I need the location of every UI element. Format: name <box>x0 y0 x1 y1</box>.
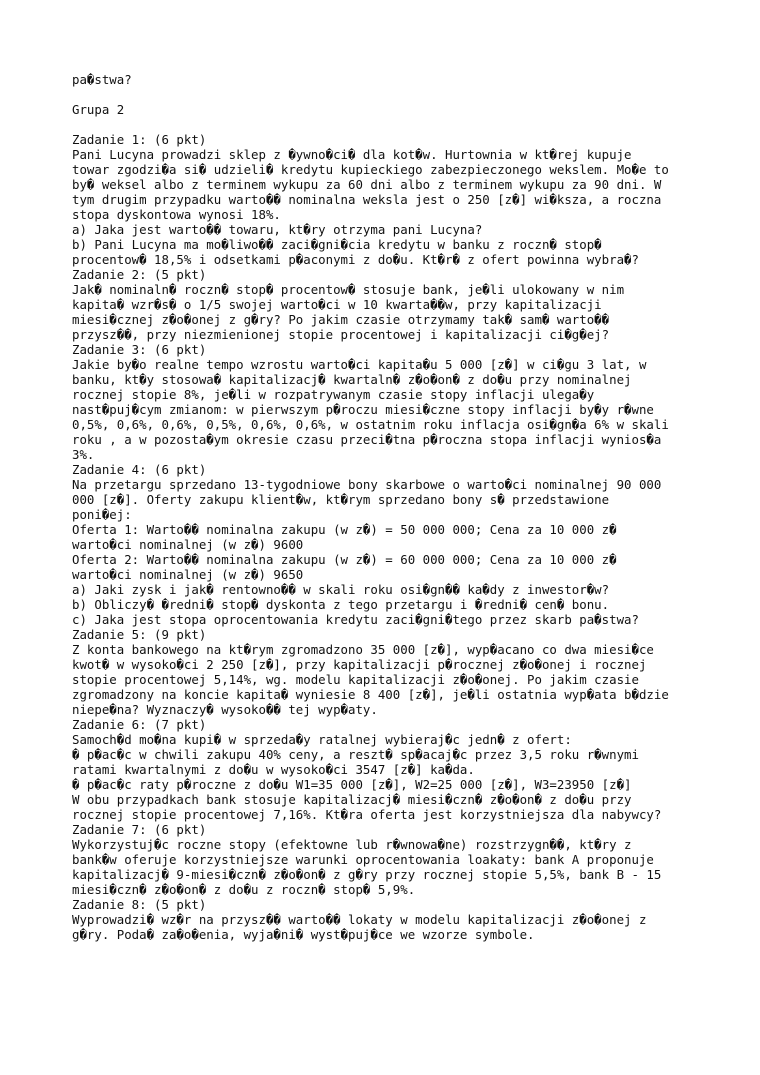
text-line: towar zgodzi�a si� udzieli� kredytu kupieckiego zabezpieczonego wekslem. Mo�e to <box>72 162 669 177</box>
text-line: warto�ci nominalnej (w z�) 9650 <box>72 567 304 582</box>
text-line: a) Jaka jest warto�� towaru, kt�ry otrzyma pani Lucyna? <box>72 222 483 237</box>
text-line: pa�stwa? <box>72 72 132 87</box>
text-line: Zadanie 1: (6 pkt) <box>72 132 207 147</box>
text-line: Samoch�d mo�na kupi� w sprzeda�y ratalnej wybieraj�c jedn� z ofert: <box>72 732 572 747</box>
text-line: b) Obliczy� �redni� stop� dyskonta z tego przetargu i �redni� cen� bonu. <box>72 597 610 612</box>
text-line: rocznej stopie 8%, je�li w rozpatrywanym czasie stopy inflacji ulega�y <box>72 387 595 402</box>
text-line: 000 [z�]. Oferty zakupu klient�w, kt�rym sprzedano bony s� przedstawione <box>72 492 610 507</box>
text-line: Grupa 2 <box>72 102 125 117</box>
text-line: c) Jaka jest stopa oprocentowania kredytu zaci�gni�tego przez skarb pa�stwa? <box>72 612 639 627</box>
text-line: warto�ci nominalnej (w z�) 9600 <box>72 537 304 552</box>
text-line: Zadanie 3: (6 pkt) <box>72 342 207 357</box>
text-line: Z konta bankowego na kt�rym zgromadzono 35 000 [z�], wyp�acano co dwa miesi�ce <box>72 642 654 657</box>
text-line: Jak� nominaln� roczn� stop� procentow� stosuje bank, je�li ulokowany w nim <box>72 282 625 297</box>
text-line: stopie procentowej 5,14%, wg. modelu kapitalizacji z�o�onej. Po jakim czasie <box>72 672 639 687</box>
text-line: nast�puj�cym zmianom: w pierwszym p�roczu miesi�czne stopy inflacji by�y r�wne <box>72 402 654 417</box>
text-line: procentow� 18,5% i odsetkami p�aconymi z do�u. Kt�r� z ofert powinna wybra�? <box>72 252 639 267</box>
text-line: g�ry. Poda� za�o�enia, wyja�ni� wyst�puj�ce we wzorze symbole. <box>72 927 535 942</box>
text-line: bank�w oferuje korzystniejsze warunki oprocentowania loakaty: bank A proponuje <box>72 852 654 867</box>
text-line: Zadanie 6: (7 pkt) <box>72 717 207 732</box>
text-line: poni�ej: <box>72 507 132 522</box>
text-line: 0,5%, 0,6%, 0,6%, 0,5%, 0,6%, 0,6%, w ostatnim roku inflacja osi�gn�a 6% w skali <box>72 417 669 432</box>
text-line: Oferta 1: Warto�� nominalna zakupu (w z�) = 50 000 000; Cena za 10 000 z� <box>72 522 617 537</box>
text-line: rocznej stopie procentowej 7,16%. Kt�ra oferta jest korzystniejsza dla nabywcy? <box>72 807 662 822</box>
text-line: � p�ac�c raty p�roczne z do�u W1=35 000 [z�], W2=25 000 [z�], W3=23950 [z�] <box>72 777 632 792</box>
text-line: miesi�czn� z�o�on� z do�u z roczn� stop� 5,9%. <box>72 882 416 897</box>
text-line: roku , a w pozosta�ym okresie czasu przeci�tna p�roczna stopa inflacji wynios�a <box>72 432 662 447</box>
text-line: banku, kt�y stosowa� kapitalizacj� kwartaln� z�o�on� z do�u przy nominalnej <box>72 372 632 387</box>
text-line: Pani Lucyna prowadzi sklep z �ywno�ci� dla kot�w. Hurtownia w kt�rej kupuje <box>72 147 632 162</box>
text-line: Zadanie 5: (9 pkt) <box>72 627 207 642</box>
text-line: stopa dyskontowa wynosi 18%. <box>72 207 281 222</box>
text-line: kapita� wzr�s� o 1/5 swojej warto�ci w 10 kwarta��w, przy kapitalizacji <box>72 297 602 312</box>
text-line: by� weksel albo z terminem wykupu za 60 dni albo z terminem wykupu za 90 dni. W <box>72 177 662 192</box>
blank-line <box>72 87 752 102</box>
text-line: Oferta 2: Warto�� nominalna zakupu (w z�) = 60 000 000; Cena za 10 000 z� <box>72 552 617 567</box>
text-line: ratami kwartalnymi z do�u w wysoko�ci 3547 [z�] ka�da. <box>72 762 475 777</box>
text-line: kapitalizacj� 9-miesi�czn� z�o�on� z g�ry przy rocznej stopie 5,5%, bank B - 15 <box>72 867 662 882</box>
text-line: tym drugim przypadku warto�� nominalna weksla jest o 250 [z�] wi�ksza, a roczna <box>72 192 662 207</box>
text-line: Zadanie 4: (6 pkt) <box>72 462 207 477</box>
text-line: kwot� w wysoko�ci 2 250 [z�], przy kapitalizacji p�rocznej z�o�onej i rocznej <box>72 657 647 672</box>
text-line: b) Pani Lucyna ma mo�liwo�� zaci�gni�cia kredytu w banku z roczn� stop� <box>72 237 602 252</box>
blank-line <box>72 117 752 132</box>
document-text <box>72 72 752 942</box>
text-line: a) Jaki zysk i jak� rentowno�� w skali roku osi�gn�� ka�dy z inwestor�w? <box>72 582 610 597</box>
text-line: 3%. <box>72 447 95 462</box>
text-line: Wyprowadzi� wz�r na przysz�� warto�� lokaty w modelu kapitalizacji z�o�onej z <box>72 912 647 927</box>
text-line: Zadanie 8: (5 pkt) <box>72 897 207 912</box>
text-line: Na przetargu sprzedano 13-tygodniowe bony skarbowe o warto�ci nominalnej 90 000 <box>72 477 662 492</box>
text-line: niepe�na? Wyznaczy� wysoko�� tej wyp�aty. <box>72 702 378 717</box>
text-line: Wykorzystuj�c roczne stopy (efektowne lub r�wnowa�ne) rozstrzygn��, kt�ry z <box>72 837 632 852</box>
text-line: miesi�cznej z�o�onej z g�ry? Po jakim czasie otrzymamy tak� sam� warto�� <box>72 312 610 327</box>
text-line: zgromadzony na koncie kapita� wyniesie 8 400 [z�], je�li ostatnia wyp�ata b�dzie <box>72 687 669 702</box>
text-line: Zadanie 2: (5 pkt) <box>72 267 207 282</box>
text-line: przysz��, przy niezmienionej stopie procentowej i kapitalizacji ci�g�ej? <box>72 327 610 342</box>
text-line: Jakie by�o realne tempo wzrostu warto�ci kapita�u 5 000 [z�] w ci�gu 3 lat, w <box>72 357 647 372</box>
text-line: Zadanie 7: (6 pkt) <box>72 822 207 837</box>
text-line: � p�ac�c w chwili zakupu 40% ceny, a reszt� sp�acaj�c przez 3,5 roku r�wnymi <box>72 747 639 762</box>
text-line: W obu przypadkach bank stosuje kapitalizacj� miesi�czn� z�o�on� z do�u przy <box>72 792 632 807</box>
